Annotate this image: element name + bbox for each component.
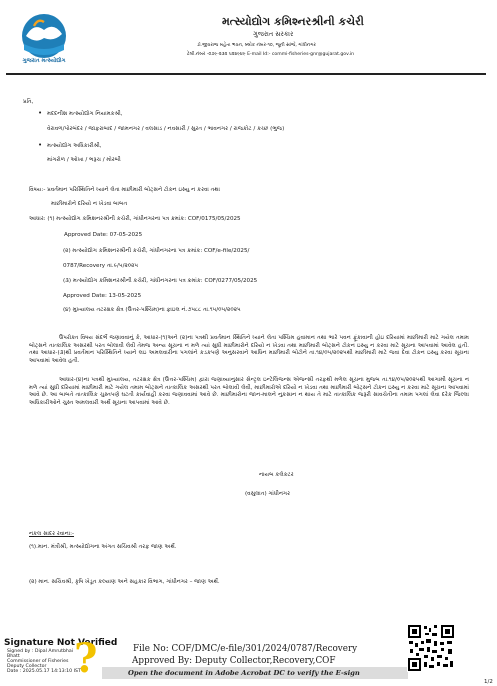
signatory-department: (વસુલાત) ગાંધીનગર xyxy=(245,491,291,497)
reference-4: (૪) મુખ્યાલય તટરક્ષક ક્ષેત્ર (ઉત્તર-પશ્ચિમ)ના ફાઇલ નં.૭૫૮૮ તા.૧૫/૦૫/૨૦૨૫ xyxy=(63,307,241,313)
signatory-designation: નાયબ કલેકટર xyxy=(259,472,294,478)
reference-2-cont: 0787/Recovery તા.૯/૫/૨૦૨૫ xyxy=(63,263,139,269)
recipient-prefix: પ્રતિ, xyxy=(23,99,34,105)
logo-text: ગુજરાત મત્સ્યોદ્યોગ xyxy=(22,58,66,64)
signed-role-2: Deputy Collector xyxy=(7,664,47,669)
qr-code-icon xyxy=(407,624,455,672)
bullet-icon: • xyxy=(38,141,43,149)
reference-3-date: Approved Date: 13-05-2025 xyxy=(63,293,142,299)
approved-by: Approved By: Deputy Collector,Recovery,COF xyxy=(132,656,336,666)
recipient-1-offices: વેરાવળ/પોરબંદર / જાફરાબાદ / જામનગર / વલસાડ / નવસારી / સુરત / ભાવનગર / રાજકોટ / કચ્છ (ભુજ) xyxy=(47,126,285,132)
signed-date: Date : 2025.05.17 14:13:10 IST xyxy=(7,669,81,674)
recipient-1-title: મદદનીશ મત્સ્યોદ્યોગ નિયામકશ્રી, xyxy=(47,111,123,117)
recipient-2-title: મત્સ્યોદ્યોગ અધિકારીશ્રી, xyxy=(47,143,102,149)
subject-line-1: વિષય:- પ્રવર્તમાન પરિસ્થિતિને ધ્યાને લેતા માછીમારી બોટ્સને ટોકન ઇસ્યુ ન કરવા તથા xyxy=(29,187,220,193)
page-number: 1/2 xyxy=(484,679,493,685)
reference-1-date: Approved Date: 07-05-2025 xyxy=(64,232,143,238)
copy-to-1: (૧).માન. મંત્રીશ્રી, મત્સ્યોદ્યોગના અંગત સચિવશ્રી તરફ જાણ અર્થે. xyxy=(29,544,177,550)
office-title: મત્સ્યોદ્યોગ કમિશ્નરશ્રીની કચેરી xyxy=(222,15,364,28)
signed-name: Bhatt xyxy=(7,654,20,659)
bullet-icon: • xyxy=(38,109,43,117)
body-paragraph-2: આધાર-(૪)ના પત્રથી મુખ્યાલય, તટરક્ષક ક્ષેત્ર (ઉત્તર-પશ્ચિમ) દ્વારા જણાવ્યાનુસાર સેન્ટ્રલ ઇન્ટેલિજન્સ એજન્સી તરફથી મળેલ સૂચના મુજબ તા.૧૪/૦૫/૨૦૨૫થી આગામી સૂચના ન મળે ત્યાં સુધી દરિયામાં માછીમારી માટે ગયેલ તમામ બોટ્સને તાત્કાલિક અસરથી પરત બોલાવી લેવી, માછીમારોએ દરિયો ન ખેડવા તથા માછીમારી બોટ્સને ટોકન ઇસ્યુ ન કરવા માટે સૂચના આપવામાં આવે છે. આ બાબતે તાત્કાલિક ચુસ્તપણે ઘટતી કાર્યવાહી કરવા જણાવવામાં આવે છે. માછીમારોના જાન-માલને નુકસાન ન થાય તે માટે તાત્કાલિક જરૂરી સાવચેતીના તમામ પગલાં લેવા દરેક જિલ્લા અધિકારીઓને ચુસ્ત અમલવારી અર્થે સૂચના આપવામાં આવે છે. xyxy=(29,377,469,406)
office-address: ડૉ.જીવરાજ મહેતા ભવન, બ્લોક નંબર-૧૦, જૂની સાંજે, ગાંધીનગર xyxy=(197,43,316,48)
office-contact: ટેલી.નંબર -૦૭૯-૨૩૨ ૫૨૪૯૪૯ E-mail Id:- commi-fisheries-gnr@gujarat.gov.in xyxy=(187,52,355,57)
verify-text: Open the document in Adobe Acrobat DC to verify the E-sign xyxy=(128,669,360,677)
office-subtitle: ગુજરાત સરકાર xyxy=(253,30,294,38)
copy-to-heading: નકલ સાદર રવાના:- xyxy=(29,531,75,537)
reference-2: (૨) મત્સ્યોદ્યોગ કમિશનરશ્રીની કચેરી, ગાંધીનગરના પત્ર ક્રમાંક: COF/e-file/2025/ xyxy=(63,248,250,254)
signature-status: Signature Not Verified xyxy=(4,638,118,648)
svg-text:?: ? xyxy=(74,635,98,678)
recipient-2-offices: માંગરોળ / ઓખા / ભરૂચ / મોરબી xyxy=(47,157,121,163)
file-number: File No: COF/DMC/e-file/301/2024/0787/Recovery xyxy=(133,644,358,654)
header-divider xyxy=(6,73,486,75)
signed-role-1: Commissioner of Fisheries xyxy=(7,659,69,664)
reference-1: આધાર: (૧) મત્સ્યોદ્યોગ કમિશનરશ્રીની કચેરી, ગાંધીનગરના પત્ર ક્રમાંક: COF/0175/05/2025 xyxy=(29,216,241,222)
body-paragraph-1: ઉપરોક્ત વિષય સંદર્ભે જણાવવાનું કે, આધાર-(૧)અને (૨)ના પત્રથી પ્રવર્તમાન સ્થિતિને ધ્યાને લેતા પશ્ચિમ હવામાન તથા ભારે પવન ફૂંકાવાની હોઇ દરિયામાં માછીમારી માટે ગયેલ તમામ બોટ્સને તાત્કાલિક અસરથી પરત બોલાવી લેવી તેમજ અન્ય સૂચના ન મળે ત્યાં સુધી માછીમારોને દરિયો ન ખેડવા તથા માછીમારી બોટ્સને ટોકન ઇસ્યુ ન કરવા માટે સૂચના આપવામાં આવેલ હતી. તથા આધાર-(૩)થી પ્રવર્તમાન પરિસ્થિતિને ધ્યાને લઇ અમલવારીના પગલાંને કડકપણે અનુસરવાને આધિન માછીમારી બોટોને તા.૧૪/૦૫/૨૦૨૫થી માછીમારી માટે જવા દેવા ટોકન ઇસ્યુ કરવા સૂચના આપવામાં આવેલ હતી. xyxy=(29,335,469,364)
subject-line-2: માછીમારોને દરિયો ન ખેડવા બાબત xyxy=(51,201,128,207)
signed-by: Signed by : Dipal Amrutbhai xyxy=(7,649,74,654)
copy-to-2: (૨) માન. સચિવશ્રી, કૃષિ ખેડૂત કલ્યાણ અને સહકાર વિભાગ, ગાંધીનગર – જાણ અર્થે. xyxy=(29,579,220,585)
department-logo xyxy=(12,12,76,68)
reference-3: (૩) મત્સ્યોદ્યોગ કમિશનરશ્રીની કચેરી, ગાંધીનગરના પત્ર ક્રમાંક: COF/0277/05/2025 xyxy=(63,278,258,284)
